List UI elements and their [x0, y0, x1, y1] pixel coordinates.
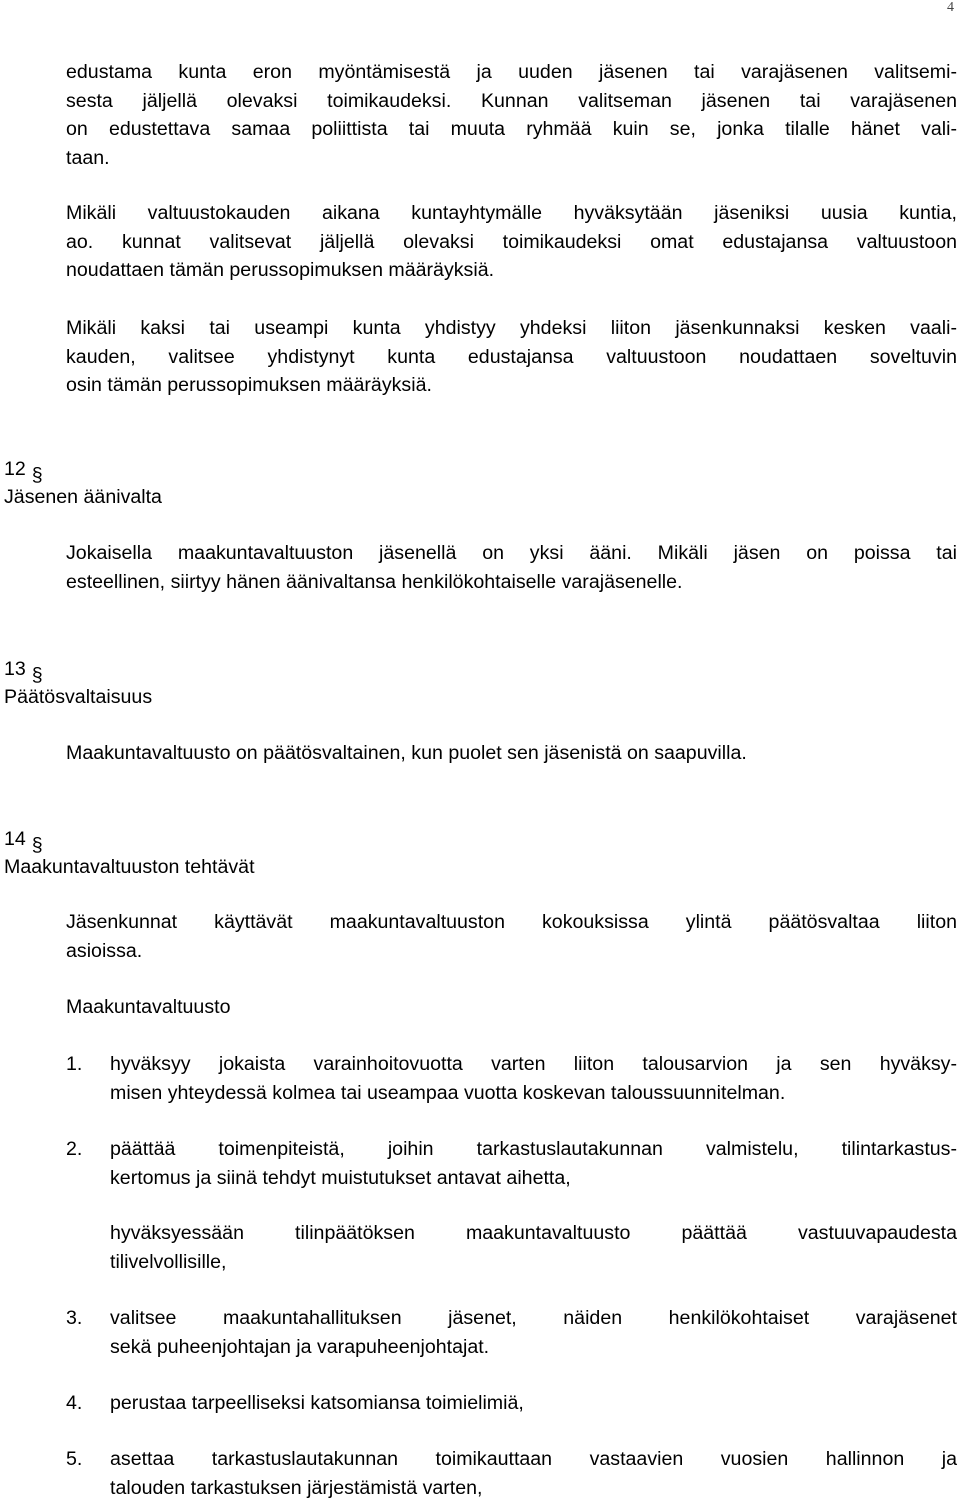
- text-line: hyväksyessään tilinpäätöksen maakuntavaltuusto päättää vastuuvapaudesta: [110, 1222, 957, 1244]
- text-line: taan.: [66, 146, 110, 169]
- section-symbol: §: [31, 464, 43, 486]
- section-title: Jäsenen äänivalta: [4, 486, 162, 508]
- paragraph: [66, 739, 957, 768]
- paragraph: [66, 539, 957, 596]
- list-number: 5.: [66, 1448, 83, 1470]
- text-line: kauden, valitsee yhdistynyt kunta edustajansa valtuustoon noudattaen soveltuvin: [66, 345, 957, 368]
- text-line: asettaa tarkastuslautakunnan toimikauttaan vastaavien vuosien hallinnon ja: [110, 1448, 957, 1470]
- list-number: 1.: [66, 1053, 83, 1075]
- page-number: 4: [947, 0, 954, 15]
- text-line: talouden tarkastuksen järjestämistä varten,: [110, 1476, 483, 1499]
- text-line: esteellinen, siirtyy hänen äänivaltansa henkilökohtaiselle varajäsenelle.: [66, 570, 683, 593]
- text-line: Jäsenkunnat käyttävät maakuntavaltuuston kokouksissa ylintä päätösvaltaa liiton: [66, 911, 957, 933]
- text-line: perustaa tarpeelliseksi katsomiansa toimielimiä,: [110, 1392, 524, 1414]
- list-intro: [66, 993, 957, 1022]
- section-symbol: §: [31, 834, 43, 856]
- text-line: ao. kunnat valitsevat jäljellä olevaksi toimikaudeksi omat edustajansa valtuustoon: [66, 230, 957, 253]
- paragraph: [66, 58, 957, 172]
- text-line: Maakuntavaltuusto on päätösvaltainen, kun puolet sen jäsenistä on saapuvilla.: [66, 742, 747, 764]
- text-line: hyväksyy jokaista varainhoitovuotta varten liiton talousarvion ja sen hyväksy-: [110, 1053, 957, 1075]
- paragraph: [66, 908, 957, 965]
- text-line: kertomus ja siinä tehdyt muistutukset antavat aihetta,: [110, 1166, 571, 1189]
- text-line: noudattaen tämän perussopimuksen määräyksiä.: [66, 259, 495, 281]
- list-number: 2.: [66, 1138, 83, 1160]
- section-symbol: §: [31, 664, 43, 686]
- text-line: osin tämän perussopimuksen määräyksiä.: [66, 374, 432, 396]
- text-line: Mikäli valtuustokauden aikana kuntayhtymälle hyväksytään jäseniksi uusia kuntia,: [66, 202, 957, 224]
- list-number: 3.: [66, 1307, 83, 1329]
- text-line: Maakuntavaltuusto: [66, 996, 231, 1018]
- paragraph: [66, 314, 957, 400]
- text-line: on edustettava samaa poliittista tai muuta ryhmää kuin se, jonka tilalle hänet vali-: [66, 118, 957, 140]
- section-number: 13 §: [4, 655, 43, 690]
- text-line: Jokaisella maakuntavaltuuston jäsenellä on yksi ääni. Mikäli jäsen on poissa tai: [66, 542, 957, 564]
- section-title: Maakuntavaltuuston tehtävät: [4, 856, 255, 878]
- text-line: päättää toimenpiteistä, joihin tarkastuslautakunnan valmistelu, tilintarkastus-: [110, 1138, 957, 1160]
- text-line: sekä puheenjohtajan ja varapuheenjohtajat.: [110, 1335, 490, 1358]
- list-number: 4.: [66, 1392, 83, 1414]
- text-line: misen yhteydessä kolmea tai useampaa vuotta koskevan taloussuunnitelman.: [110, 1081, 786, 1104]
- text-line: tilivelvollisille,: [110, 1250, 227, 1273]
- section-number: 14 §: [4, 825, 43, 860]
- paragraph: [66, 199, 957, 285]
- text-line: sesta jäljellä olevaksi toimikaudeksi. Kunnan valitseman jäsenen tai varajäsenen: [66, 89, 957, 112]
- text-line: asioissa.: [66, 939, 143, 962]
- text-line: edustama kunta eron myöntämisestä ja uuden jäsenen tai varajäsenen valitsemi-: [66, 61, 957, 83]
- section-title: Päätösvaltaisuus: [4, 686, 153, 708]
- text-line: Mikäli kaksi tai useampi kunta yhdistyy yhdeksi liiton jäsenkunnaksi kesken vaali-: [66, 317, 957, 339]
- text-line: valitsee maakuntahallituksen jäsenet, näiden henkilökohtaiset varajäsenet: [110, 1307, 957, 1329]
- section-number: 12 §: [4, 455, 43, 490]
